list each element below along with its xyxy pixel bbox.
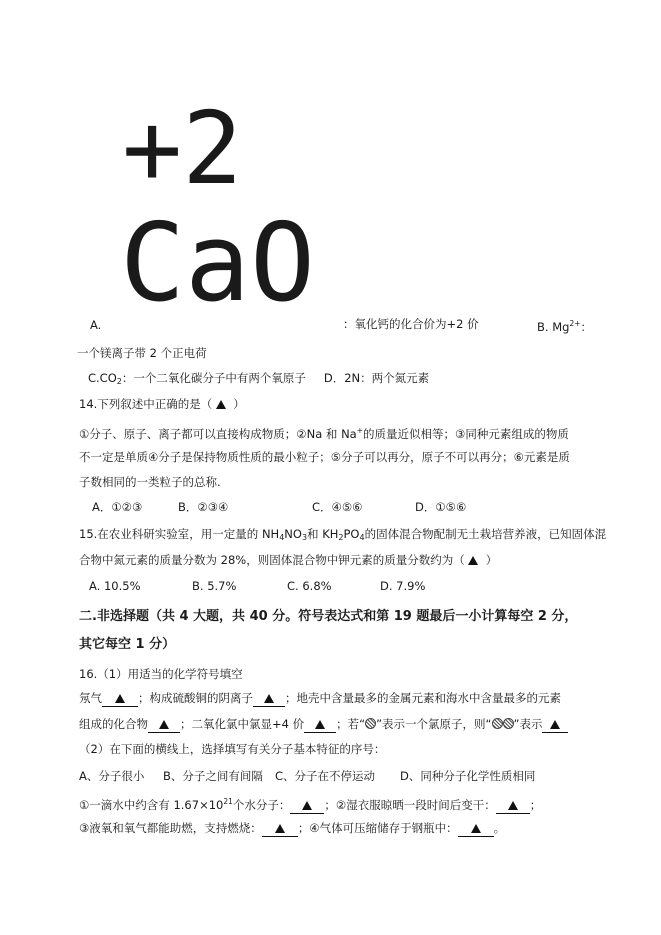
q16-l3-b: 个水分子： xyxy=(232,798,291,812)
q13-option-a-label: A. xyxy=(90,318,102,332)
answer-triangle-icon xyxy=(471,824,481,833)
answer-blank[interactable] xyxy=(290,797,324,814)
q16-l2-a: 组成的化合物 xyxy=(79,717,148,731)
q14-line1-a: ①分子、原子、离子都可以直接构成物质；②Na 和 Na xyxy=(79,427,357,441)
q16-feature-c: C、分子在不停运动 xyxy=(275,769,376,783)
answer-triangle-icon xyxy=(159,720,169,729)
q13-option-a-text: ：氧化钙的化合价为+2 价 xyxy=(343,317,479,331)
q15-option-b: B. 5.7% xyxy=(192,579,237,593)
q16-line-2 xyxy=(79,716,568,733)
answer-blank[interactable] xyxy=(148,716,180,733)
answer-blank[interactable] xyxy=(458,820,494,837)
q14-stem xyxy=(79,396,245,412)
q15-line1-c: 和 KH xyxy=(307,527,339,541)
q15-line1-d: PO xyxy=(343,527,360,541)
q16-l4-b: ；④气体可压缩储存于钢瓶中： xyxy=(297,821,458,835)
q16-l1-a: 氖气 xyxy=(79,691,102,705)
q15-line1-s1: 4 xyxy=(279,533,285,542)
section2-title-rest: （共 4 大题，共 40 分。符号表达式和第 19 题最后一小计算每空 2 分， xyxy=(148,609,578,624)
q15-option-a: A. 10.5% xyxy=(89,579,141,593)
q15-option-d: D. 7.9% xyxy=(380,579,426,593)
q16-l3-d: ； xyxy=(529,798,542,812)
q16-line-1 xyxy=(79,690,561,707)
q15-line1-s3: 2 xyxy=(338,533,344,542)
q16-part2-title: （2）在下面的横线上，选择填写有关分子基本特征的序号： xyxy=(79,742,386,756)
q14-line-1 xyxy=(79,423,569,442)
q13-option-b xyxy=(537,316,592,335)
q16-feature-a: A、分子很小 xyxy=(79,769,145,783)
q15-line1-e: 的固体混合物配制无土栽培营养液，已知固体混 xyxy=(364,527,607,541)
answer-blank[interactable] xyxy=(304,716,336,733)
q15-line1-s2: 3 xyxy=(301,533,308,542)
calcium-oxide-valence-formula xyxy=(120,95,320,310)
chlorine-atom-icon xyxy=(365,718,376,729)
q15-line-2 xyxy=(79,552,497,568)
q16-line-3 xyxy=(79,794,541,814)
q16-l2-b: ；二氧化氯中氯显+4 价 xyxy=(180,717,305,731)
q16-line-4 xyxy=(79,820,505,837)
q16-part1-title: 16.（1）用适当的化学符号填空 xyxy=(79,667,243,681)
answer-triangle-icon xyxy=(550,720,560,729)
q13-option-b-colon: ： xyxy=(580,320,592,334)
answer-triangle-icon xyxy=(468,556,478,565)
q15-line1-s4: 4 xyxy=(359,533,365,542)
answer-triangle-icon xyxy=(216,400,226,409)
q15-line1-b: NO xyxy=(284,527,302,541)
q16-l4-a: ③液氧和氧气都能助燃，支持燃烧： xyxy=(79,821,262,835)
q14-option-c: C．④⑤⑥ xyxy=(312,500,363,514)
q15-line-1 xyxy=(79,526,606,546)
q14-line-3: 子数相同的一类粒子的总称. xyxy=(79,475,221,489)
answer-triangle-icon xyxy=(115,694,125,703)
answer-triangle-icon xyxy=(275,824,285,833)
q13-option-b-label: B. Mg xyxy=(537,320,570,334)
answer-blank[interactable] xyxy=(102,690,138,707)
q13-option-c-sub: 2 xyxy=(116,377,122,386)
compound-formula: CaO xyxy=(120,201,316,310)
q14-option-a: A．①②③ xyxy=(92,500,143,514)
q16-l2-d: ”表示一个氯原子，则“ xyxy=(376,717,492,731)
section2-heading-line2: 其它每空 1 分） xyxy=(79,637,176,652)
q16-l2-e: ”表示 xyxy=(513,717,543,731)
answer-triangle-icon xyxy=(508,801,518,810)
answer-triangle-icon xyxy=(264,694,274,703)
answer-blank[interactable] xyxy=(262,820,298,837)
answer-blank[interactable] xyxy=(542,716,568,733)
q15-line2-post: ） xyxy=(485,553,498,567)
q16-l4-c: 。 xyxy=(493,821,506,835)
q14-option-b: B．②③④ xyxy=(178,500,229,514)
q13-option-b-sup: 2+ xyxy=(569,319,581,328)
q13-option-b-text: 一个镁离子带 2 个正电荷 xyxy=(77,346,207,360)
q16-l3-sup: 21 xyxy=(223,797,233,806)
q15-option-c: C. 6.8% xyxy=(287,579,332,593)
answer-triangle-icon xyxy=(302,801,312,810)
q16-feature-b: B、分子之间有间隔 xyxy=(163,769,263,783)
q13-option-c-pre: C.CO xyxy=(88,371,117,385)
q16-l2-c: ；若“ xyxy=(336,717,366,731)
q13-option-c xyxy=(88,370,429,390)
q15-line2-pre: 合物中氮元素的质量分数为 28%，则固体混合物中钾元素的质量分数约为（ xyxy=(79,553,465,567)
q16-l1-c: ；地壳中含量最多的金属元素和海水中含量最多的元素 xyxy=(285,691,561,705)
q14-line1-sup: + xyxy=(356,426,364,435)
answer-blank[interactable] xyxy=(496,797,530,814)
q16-feature-d: D、同种分子化学性质相同 xyxy=(400,769,536,783)
section2-heading-line1 xyxy=(79,609,577,625)
q13-option-d: D．2N：两个氮元素 xyxy=(323,371,430,385)
q14-stem-pre: 14.下列叙述中正确的是（ xyxy=(79,397,213,411)
chlorine-molecule-icon xyxy=(492,716,514,732)
section2-title: 二.非选择题 xyxy=(79,609,149,624)
answer-blank[interactable] xyxy=(253,690,285,707)
q13-option-c-text: ：一个二氧化碳分子中有两个氧原子 xyxy=(121,371,306,385)
q15-line1-a: 15.在农业科研实验室，用一定量的 NH xyxy=(79,527,280,541)
answer-triangle-icon xyxy=(315,720,325,729)
q14-stem-post: ） xyxy=(233,397,245,411)
q16-l3-c: ；②湿衣服晾晒一段时间后变干： xyxy=(324,798,496,812)
q16-l3-a: ①一滴水中约含有 1.67×10 xyxy=(79,798,224,812)
q16-l1-b: ；构成硫酸铜的阴离子 xyxy=(138,691,253,705)
valence-charge: +2 xyxy=(122,95,243,207)
q14-option-d: D．①⑤⑥ xyxy=(415,500,467,514)
q14-line1-b: 的质量近似相等；③同种元素组成的物质 xyxy=(363,427,569,441)
q14-line-2: 不一定是单质④分子是保持物质性质的最小粒子；⑤分子可以再分，原子不可以再分；⑥元素是质 xyxy=(79,450,570,464)
